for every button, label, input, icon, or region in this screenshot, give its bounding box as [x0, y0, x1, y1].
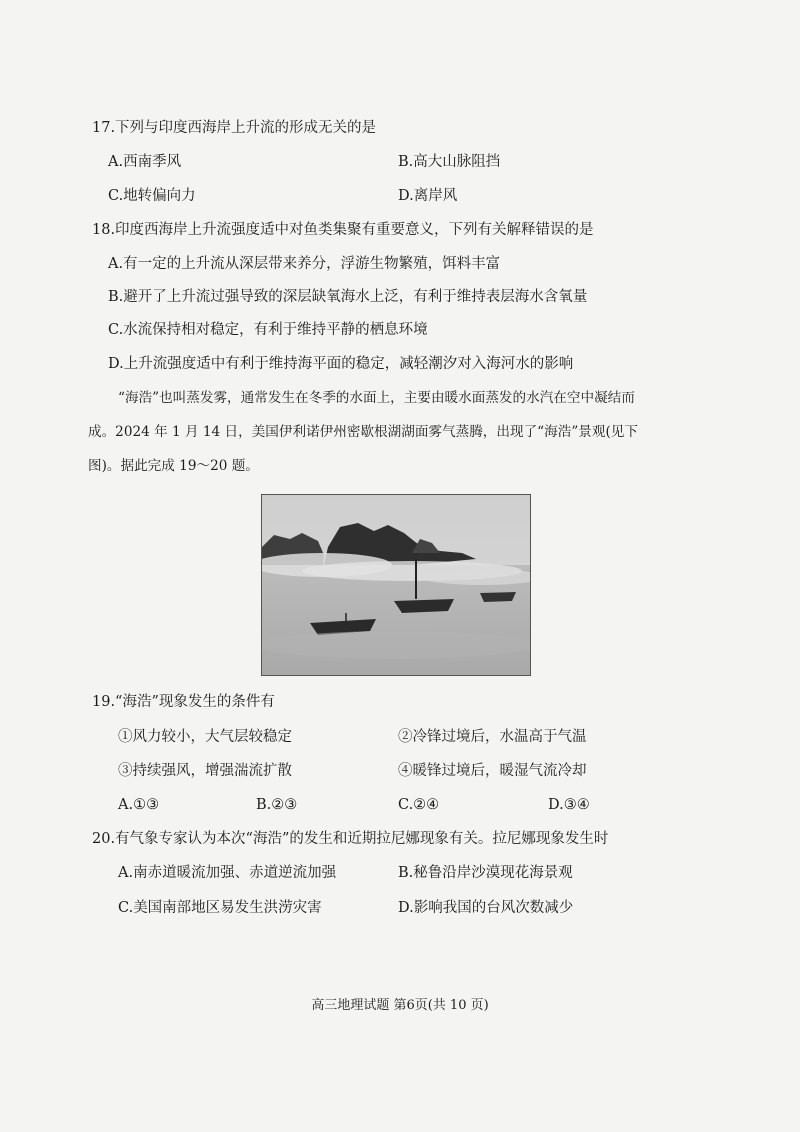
q19-option-c: C.②④ [398, 797, 440, 813]
q20-option-d: D.影响我国的台风次数减少 [398, 900, 574, 916]
q17-option-d: D.离岸风 [398, 188, 458, 204]
q17-option-b: B.高大山脉阻挡 [398, 154, 501, 170]
q18-option-a: A.有一定的上升流从深层带来养分，浮游生物繁殖，饵料丰富 [108, 256, 501, 272]
q20-stem: 20.有气象专家认为本次“海浩”的发生和近期拉尼娜现象有关。拉尼娜现象发生时 [92, 831, 609, 847]
q19-item-1: ①风力较小，大气层较稳定 [118, 729, 292, 745]
q18-stem: 18.印度西海岸上升流强度适中对鱼类集聚有重要意义，下列有关解释错误的是 [92, 222, 594, 238]
q19-option-a: A.①③ [118, 797, 160, 813]
page-footer: 高三地理试题 第6页(共 10 页) [311, 998, 489, 1013]
q19-item-4: ④暖锋过境后，暖湿气流冷却 [398, 763, 587, 779]
passage-line-3: 图)。据此完成 19～20 题。 [88, 458, 259, 474]
q19-option-d: D.③④ [548, 797, 590, 813]
q18-option-b: B.避开了上升流过强导致的深层缺氧海水上泛，有利于维持表层海水含氧量 [108, 289, 588, 305]
passage-line-2: 成。2024 年 1 月 14 日，美国伊利诺伊州密歇根湖湖面雾气蒸腾，出现了“海浩”景观(见下 [88, 424, 638, 440]
q17-option-a: A.西南季风 [108, 154, 182, 170]
q18-option-c: C.水流保持相对稳定，有利于维持平静的栖息环境 [108, 322, 428, 338]
passage-line-1: “海浩”也叫蒸发雾，通常发生在冬季的水面上，主要由暖水面蒸发的水汽在空中凝结而 [118, 390, 635, 406]
q20-option-c: C.美国南部地区易发生洪涝灾害 [118, 900, 322, 916]
sea-smoke-photo [261, 494, 531, 676]
q19-stem: 19.“海浩”现象发生的条件有 [92, 694, 275, 710]
q18-option-d: D.上升流强度适中有利于维持海平面的稳定，减轻潮汐对入海河水的影响 [108, 356, 574, 372]
q20-option-a: A.南赤道暖流加强、赤道逆流加强 [118, 865, 337, 881]
q17-option-c: C.地转偏向力 [108, 188, 196, 204]
q19-option-b: B.②③ [256, 797, 298, 813]
q19-item-3: ③持续强风，增强湍流扩散 [118, 763, 292, 779]
q17-stem: 17.下列与印度西海岸上升流的形成无关的是 [92, 120, 377, 136]
q20-option-b: B.秘鲁沿岸沙漠现花海景观 [398, 865, 573, 881]
q19-item-2: ②冷锋过境后，水温高于气温 [398, 729, 587, 745]
